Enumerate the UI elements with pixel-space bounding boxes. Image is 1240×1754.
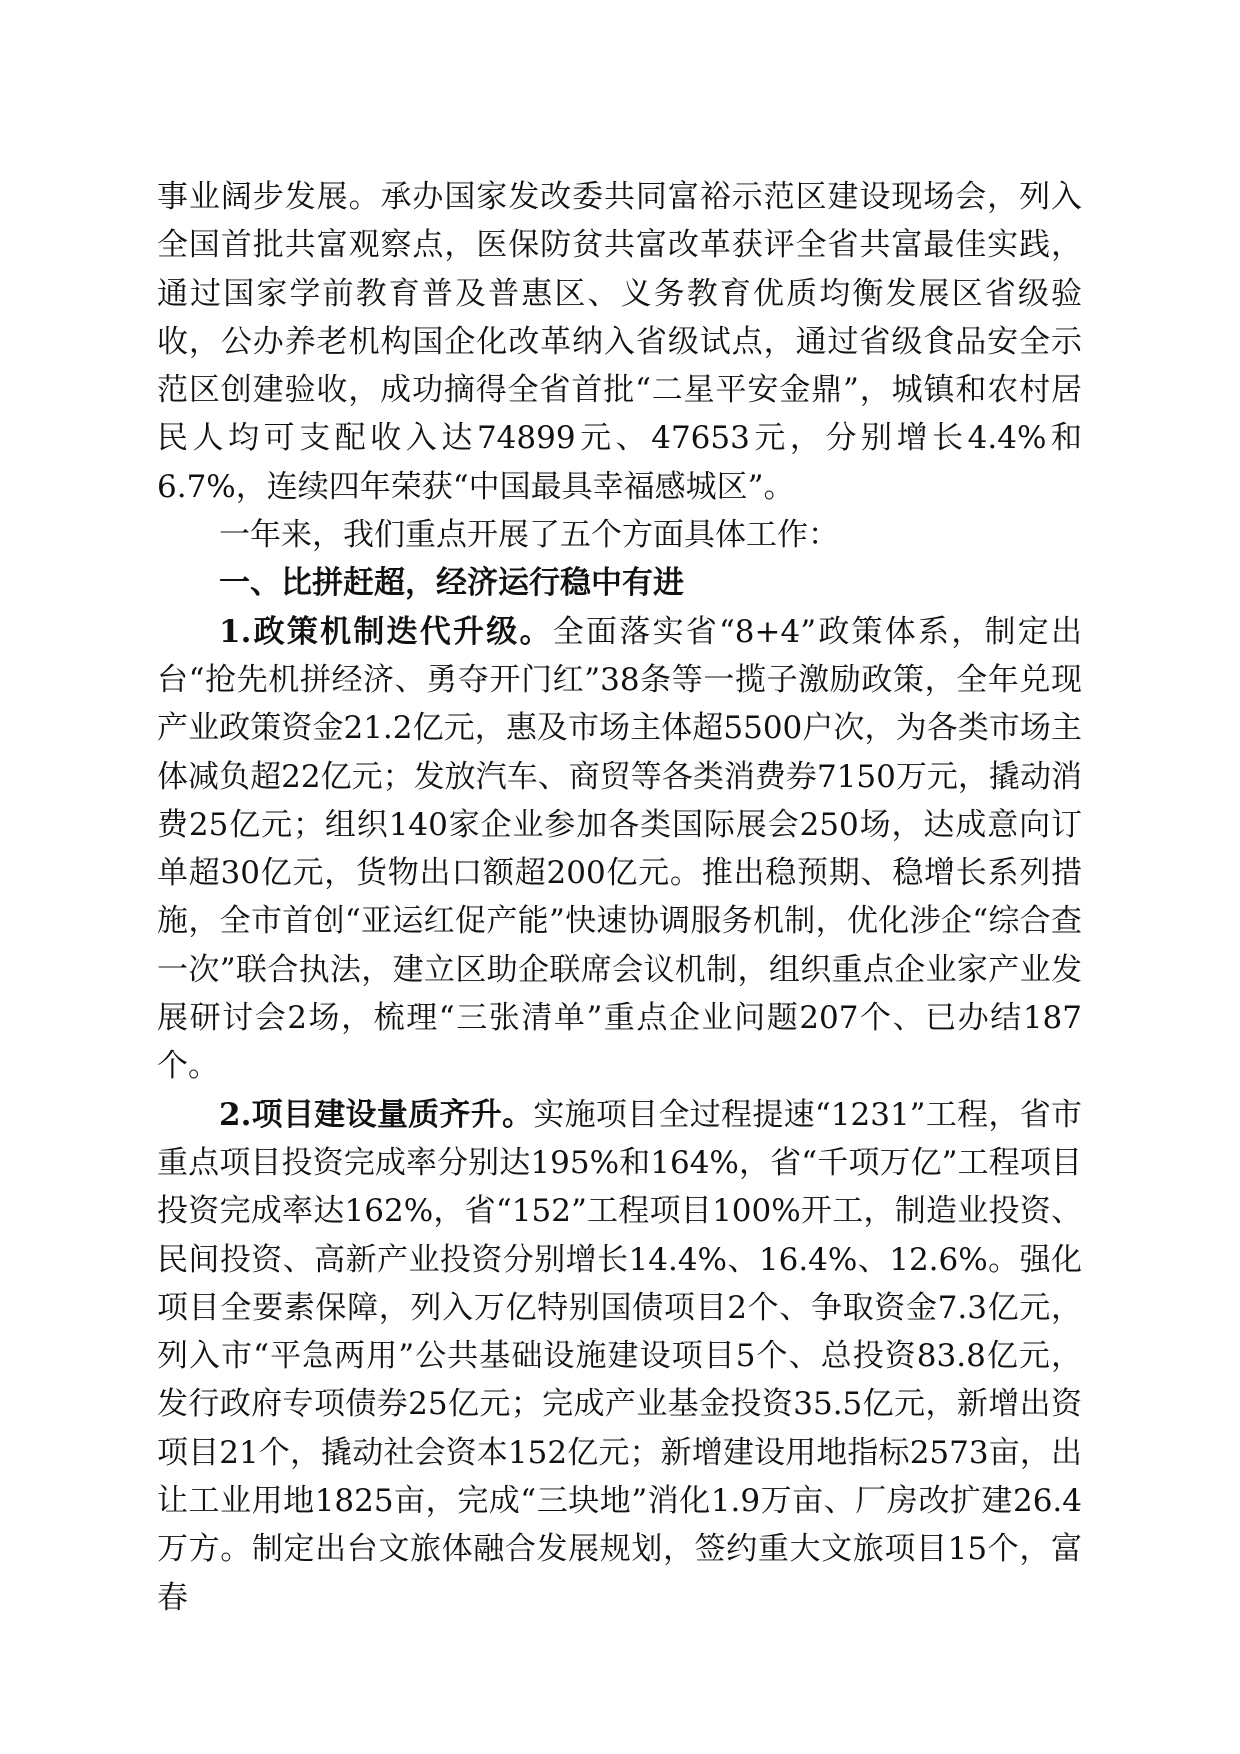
paragraph-livelihood-summary: 事业阔步发展。承办国家发改委共同富裕示范区建设现场会，列入全国首批共富观察点，医保防贫共富改革获评全省共富最佳实践，通过国家学前教育普及普惠区、义务教育优质均衡发展区省级验收，公办养老机构国企化改革纳入省级试点，通过省级食品安全示范区创建验收，成功摘得全省首批“二星平安金鼎”，城镇和农村居民人均可支配收入达74899元、47653元，分别增长4.4%和6.7%，连续四年荣获“中国最具幸福感城区”。 xyxy=(157,179,1082,505)
document-body xyxy=(157,173,1082,1622)
item-1 xyxy=(157,608,1082,1091)
item-2-body: 实施项目全过程提速“1231”工程，省市重点项目投资完成率分别达195%和164%，省“千项万亿”工程项目投资完成率达162%，省“152”工程项目100%开工，制造业投资、民间投资、高新产业投资分别增长14.4%、16.4%、12.6%。强化项目全要素保障，列入万亿特别国债项目2个、争取资金7.3亿元，列入市“平急两用”公共基础设施建设项目5个、总投资83.8亿元，发行政府专项债券25亿元；完成产业基金投资35.5亿元，新增出资项目21个，撬动社会资本152亿元；新增建设用地指标2573亩，出让工业用地1825亩，完成“三块地”消化1.9万亩、厂房改扩建26.4万方。制定出台文旅体融合发展规划，签约重大文旅项目15个，富春 xyxy=(157,1096,1082,1616)
paragraph-work-intro: 一年来，我们重点开展了五个方面具体工作： xyxy=(219,517,839,554)
item-2-title: 2.项目建设量质齐升。 xyxy=(219,1096,534,1133)
item-1-body: 全面落实省“8+4”政策体系，制定出台“抢先机拼经济、勇夺开门红”38条等一揽子激励政策，全年兑现产业政策资金21.2亿元，惠及市场主体超5500户次，为各类市场主体减负超22亿元；发放汽车、商贸等各类消费券7150万元，撬动消费25亿元；组织140家企业参加各类国际展会250场，达成意向订单超30亿元，货物出口额超200亿元。推出稳预期、稳增长系列措施，全市首创“亚运红促产能”快速协调服务机制，优化涉企“综合查一次”联合执法，建立区助企联席会议机制，组织重点企业家产业发展研讨会2场，梳理“三张清单”重点企业问题207个、已办结187个。 xyxy=(157,613,1082,1085)
item-1-title: 1.政策机制迭代升级。 xyxy=(219,613,553,650)
item-2 xyxy=(157,1091,1082,1622)
section-heading-1: 一、比拼赶超，经济运行稳中有进 xyxy=(219,565,684,602)
